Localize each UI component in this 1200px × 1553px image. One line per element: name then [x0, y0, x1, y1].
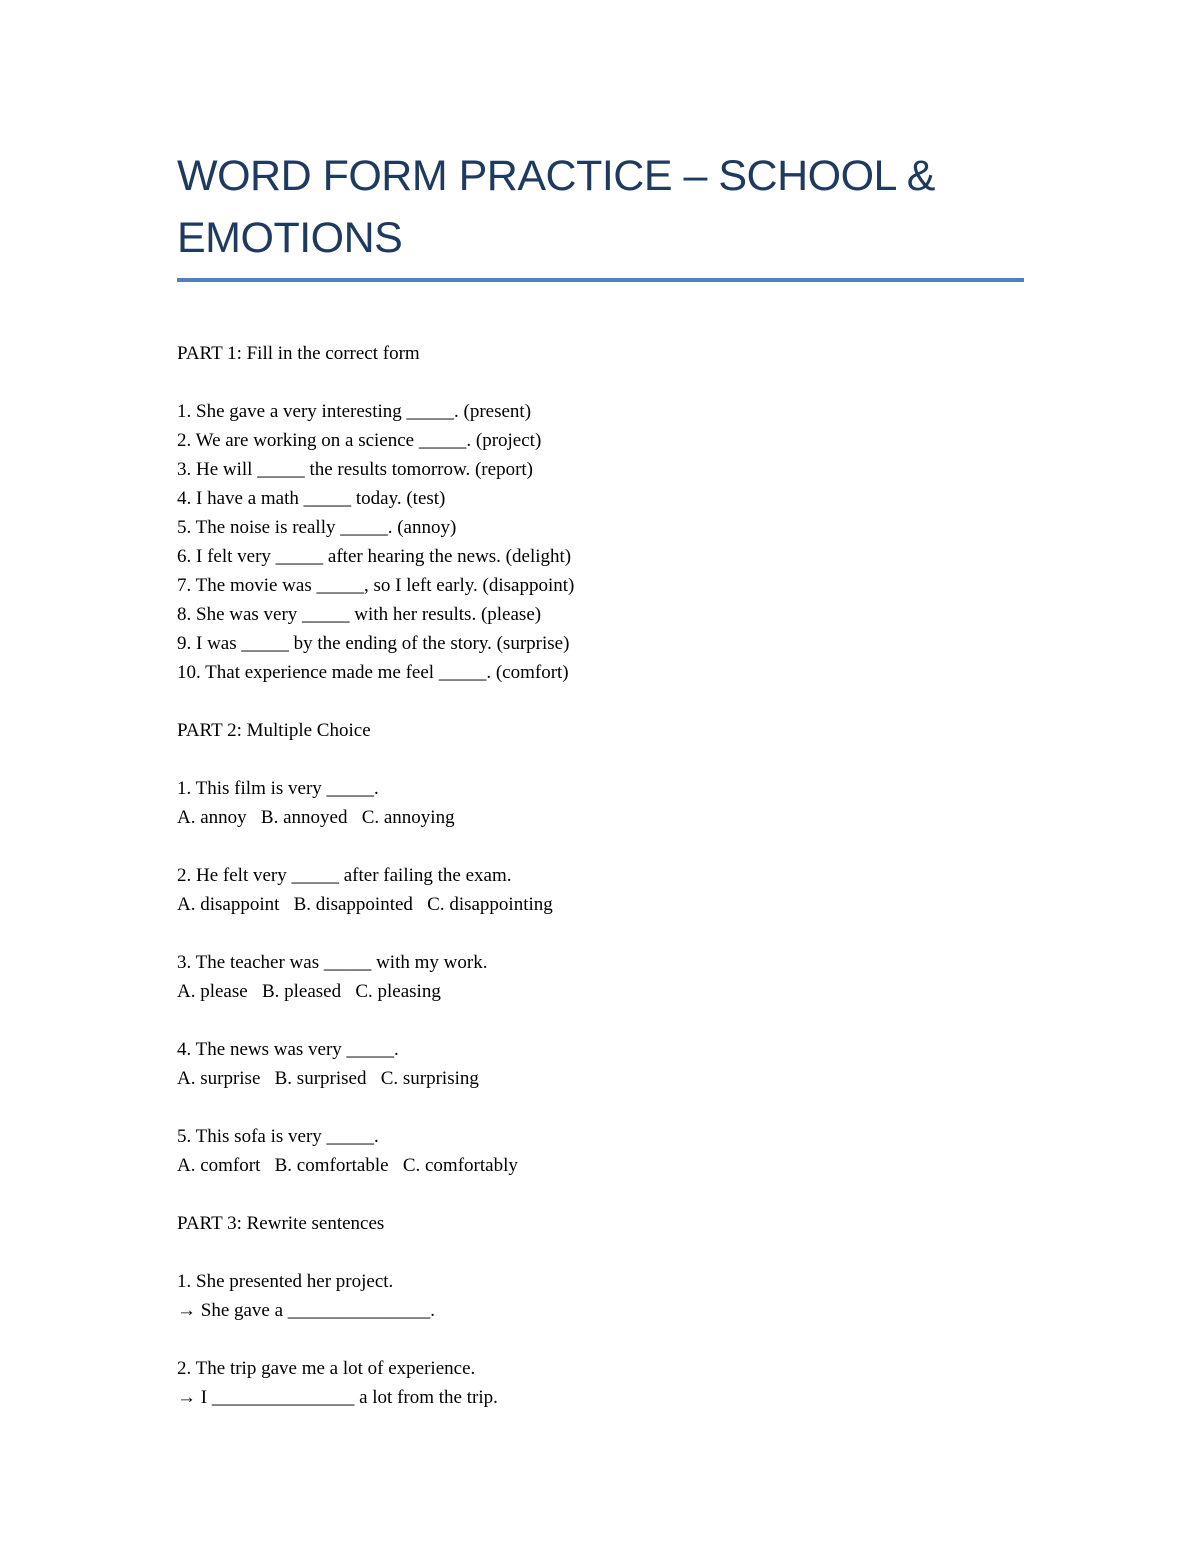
part1-item: 4. I have a math _____ today. (test): [177, 488, 446, 509]
page-title-line-1: WORD FORM PRACTICE – SCHOOL &: [177, 152, 935, 200]
part2-question: 2. He felt very _____ after failing the exam.: [177, 865, 512, 886]
part1-item: 5. The noise is really _____. (annoy): [177, 517, 457, 538]
part1-item: 2. We are working on a science _____. (project): [177, 430, 542, 451]
part1-item: 1. She gave a very interesting _____. (present): [177, 401, 532, 422]
part1-item: 3. He will _____ the results tomorrow. (report): [177, 459, 533, 480]
part3-sentence: 2. The trip gave me a lot of experience.: [177, 1358, 476, 1379]
part1-heading: PART 1: Fill in the correct form: [177, 343, 420, 364]
spacer: [177, 1180, 1024, 1209]
part2-heading: PART 2: Multiple Choice: [177, 720, 371, 741]
spacer: [177, 832, 1024, 861]
page-title-line-2: EMOTIONS: [177, 214, 403, 262]
spacer: [177, 687, 1024, 716]
part3-heading: PART 3: Rewrite sentences: [177, 1213, 385, 1234]
spacer: [177, 1006, 1024, 1035]
part2-question: 5. This sofa is very _____.: [177, 1126, 379, 1147]
part2-options: A. please B. pleased C. pleasing: [177, 981, 441, 1002]
part2-options: A. surprise B. surprised C. surprising: [177, 1068, 479, 1089]
part3-rewrite: → She gave a _______________.: [177, 1300, 436, 1321]
spacer: [177, 1238, 1024, 1267]
spacer: [177, 1093, 1024, 1122]
part1-item: 10. That experience made me feel _____. (comfort): [177, 662, 569, 683]
document-page: [177, 145, 1024, 1412]
page-title: [177, 145, 1024, 269]
part3-rewrite: → I _______________ a lot from the trip.: [177, 1387, 498, 1408]
part1-item: 9. I was _____ by the ending of the story. (surprise): [177, 633, 570, 654]
spacer: [177, 919, 1024, 948]
title-underline: [177, 278, 1024, 282]
part2-question: 1. This film is very _____.: [177, 778, 379, 799]
part1-item: 6. I felt very _____ after hearing the news. (delight): [177, 546, 572, 567]
part2-options: A. annoy B. annoyed C. annoying: [177, 807, 455, 828]
spacer: [177, 368, 1024, 397]
part1-item: 8. She was very _____ with her results. (please): [177, 604, 542, 625]
part2-options: A. disappoint B. disappointed C. disappointing: [177, 894, 553, 915]
part3-sentence: 1. She presented her project.: [177, 1271, 394, 1292]
document-body: [177, 339, 1024, 1412]
spacer: [177, 745, 1024, 774]
part1-item: 7. The movie was _____, so I left early. (disappoint): [177, 575, 575, 596]
part2-options: A. comfort B. comfortable C. comfortably: [177, 1155, 518, 1176]
spacer: [177, 1325, 1024, 1354]
part2-question: 3. The teacher was _____ with my work.: [177, 952, 488, 973]
part2-question: 4. The news was very _____.: [177, 1039, 399, 1060]
